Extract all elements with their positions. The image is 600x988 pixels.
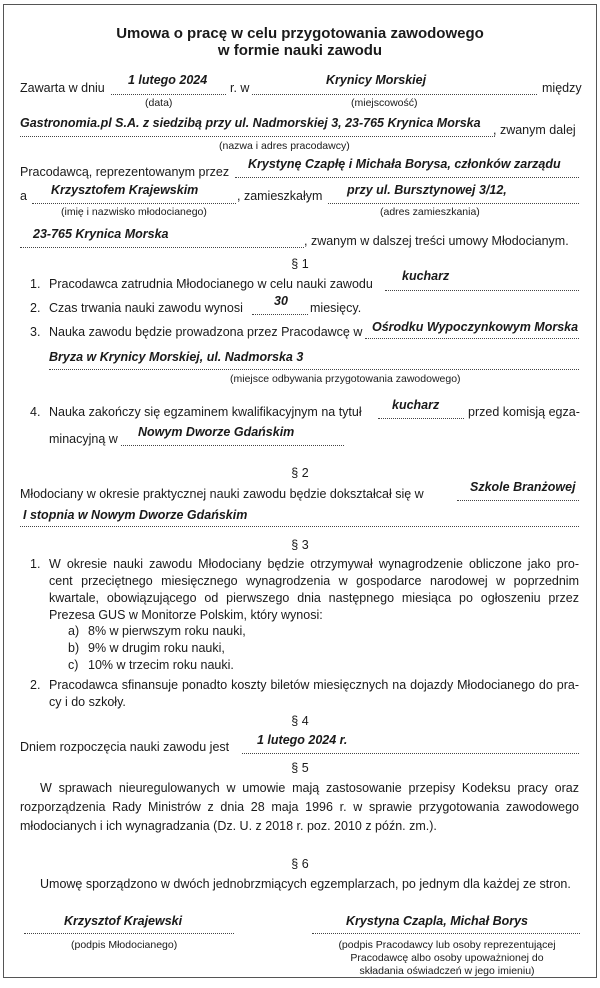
s1-p3-number: 3. [30,325,41,339]
address-field-2[interactable] [20,247,304,248]
s1-p4-number: 4. [30,405,41,419]
profession-value: kucharz [402,269,450,283]
s4-text: Dniem rozpoczęcia nauki zawodu jest [20,740,230,754]
training-place-value-1: Ośrodku Wypoczynkowym Morska [372,320,579,334]
employer-caption: (nazwa i adres pracodawcy) [219,140,350,152]
employer-value: Gastronomia.pl S.A. z siedzibą przy ul. Nadmorskiej 3, 23-765 Krynica Morska [20,116,481,130]
miedzy-label: między [542,81,582,95]
zwanym-mlodocianym-label: , zwanym w dalszej treści umowy Młodocianym. [304,234,569,248]
s3-p2-line-2: cy i do szkoły. [49,695,126,709]
training-place-value-2: Bryza w Krynicy Morskiej, ul. Nadmorska 3 [49,350,304,364]
address-caption: (adres zamieszkania) [380,206,480,218]
s5-line-3: młodocianych i ich wynagradzania (Dz. U. z 2018 r. poz. 2010 z późn. zm.). [20,819,437,833]
date-value: 1 lutego 2024 [128,73,208,87]
exam-place-field[interactable] [121,445,344,446]
section-4-heading: § 4 [291,714,309,728]
s3-p1-number: 1. [30,557,41,571]
address-field[interactable] [328,203,579,204]
s1-p4-text2: minacyjną w [49,432,118,446]
s3-p1-line-2: cent przeciętnego miesięcznego wynagrodzenia w gospodarce narodowej w poprzednim [49,574,579,588]
address-value: przy ul. Bursztynowej 3/12, [347,183,507,197]
school-value-1: Szkole Branżowej [470,480,576,494]
section-2-heading: § 2 [291,466,309,480]
s1-p2-text: Czas trwania nauki zawodu wynosi [49,301,243,315]
training-place-caption: (miejsce odbywania przygotowania zawodowego) [230,373,461,385]
employer-signature-line[interactable] [312,933,580,934]
s6-text: Umowę sporządzono w dwóch jednobrzmiących egzemplarzach, po jednym dla każdej ze stron. [40,877,571,891]
section-6-heading: § 6 [291,857,309,871]
zwanym-dalej-label: , zwanym dalej [493,123,576,137]
s5-line-2: rozporządzenia Rady Ministrów z dnia 28 maja 1996 r. w sprawie przygotowania zawodowego [20,800,579,814]
youth-signature-line[interactable] [24,933,234,934]
s3-item-b-text: 9% w drugim roku nauki, [88,641,225,655]
r-w-label: r. w [230,81,250,95]
s3-item-a-text: 8% w pierwszym roku nauki, [88,624,246,638]
s1-p4-text: Nauka zakończy się egzaminem kwalifikacyjnym na tytuł [49,405,362,419]
s1-p1-text: Pracodawca zatrudnia Młodocianego w celu nauki zawodu [49,277,373,291]
start-date-field[interactable] [242,753,579,754]
youth-name-field[interactable] [32,203,236,204]
place-value: Krynicy Morskiej [326,73,427,87]
s3-p1-line-1: W okresie nauki zawodu Młodociany będzie otrzymywał wynagrodzenie obliczone jako pro- [49,557,579,571]
document-title-line2: w formie nauki zawodu [217,42,383,59]
youth-signature-caption: (podpis Młodocianego) [71,939,178,951]
youth-name-value: Krzysztofem Krajewskim [51,183,199,197]
date-field[interactable] [111,94,226,95]
employer-signature-caption-3: składania oświadczeń w jego imieniu) [359,965,535,977]
duration-value: 30 [274,294,288,308]
s3-p2-line-1: Pracodawca sfinansuje ponadto koszty biletów miesięcznych na dojazdy Młodocianego do pra- [49,678,579,692]
section-3-heading: § 3 [291,538,309,552]
s3-item-c-text: 10% w trzecim roku nauki. [88,658,234,672]
address-value-2: 23-765 Krynica Morska [33,227,169,241]
place-caption: (miejscowość) [351,97,418,109]
exam-place-value: Nowym Dworze Gdańskim [138,425,295,439]
s3-item-b-letter: b) [68,641,80,655]
repr-value: Krystynę Czapłę i Michała Borysa, członków zarządu [248,157,561,171]
training-place-field-2[interactable] [49,369,579,370]
pracodawca-repr-label: Pracodawcą, reprezentowanym przez [20,165,230,179]
training-place-field-1[interactable] [365,338,579,339]
profession-field[interactable] [385,290,579,291]
zamieszkalym-label: , zamieszkałym [237,189,323,203]
s2-text: Młodociany w okresie praktycznej nauki zawodu będzie dokształcał się w [20,487,424,501]
section-5-heading: § 5 [291,761,309,775]
s3-item-c-letter: c) [68,658,79,672]
school-value-2: I stopnia w Nowym Dworze Gdańskim [23,508,248,522]
repr-field[interactable] [235,177,579,178]
s1-p1-number: 1. [30,277,41,291]
s1-p4-after: przed komisją egza- [468,405,580,419]
s3-item-a-letter: a) [68,624,80,638]
s3-p1-line-4: Prezesa GUS w Monitorze Polskim, który wynosi: [49,608,323,622]
title-value: kucharz [392,398,440,412]
s5-line-1: W sprawach nieuregulowanych w umowie mają zastosowanie przepisy Kodeksu pracy oraz [40,781,579,795]
s1-p2-number: 2. [30,301,41,315]
s1-p3-text: Nauka zawodu będzie prowadzona przez Pracodawcę w [49,325,363,339]
school-field-2[interactable] [20,526,579,527]
employer-field[interactable] [20,136,495,137]
document-title-line1: Umowa o pracę w celu przygotowania zawodowego [116,25,484,42]
duration-field[interactable] [252,314,308,315]
start-date-value: 1 lutego 2024 r. [257,733,348,747]
youth-signature: Krzysztof Krajewski [64,914,183,928]
s1-p2-after: miesięcy. [310,301,362,315]
school-field-1[interactable] [457,500,579,501]
employer-signature: Krystyna Czapla, Michał Borys [346,914,529,928]
title-field[interactable] [378,418,464,419]
youth-name-caption: (imię i nazwisko młodocianego) [61,206,207,218]
date-caption: (data) [145,97,173,109]
place-field[interactable] [252,94,537,95]
employer-signature-caption-2: Pracodawcę albo osoby upoważnionej do [350,952,544,964]
s3-p1-line-3: kwartale, obowiązującego od pierwszego dnia następnego miesiąca po ogłoszeniu przez [49,591,579,605]
s3-p2-number: 2. [30,678,41,692]
employer-signature-caption-1: (podpis Pracodawcy lub osoby reprezentującej [338,939,556,951]
a-label: a [20,189,27,203]
section-1-heading: § 1 [291,257,309,271]
contract-document [3,4,597,978]
zawarta-label: Zawarta w dniu [20,81,105,95]
